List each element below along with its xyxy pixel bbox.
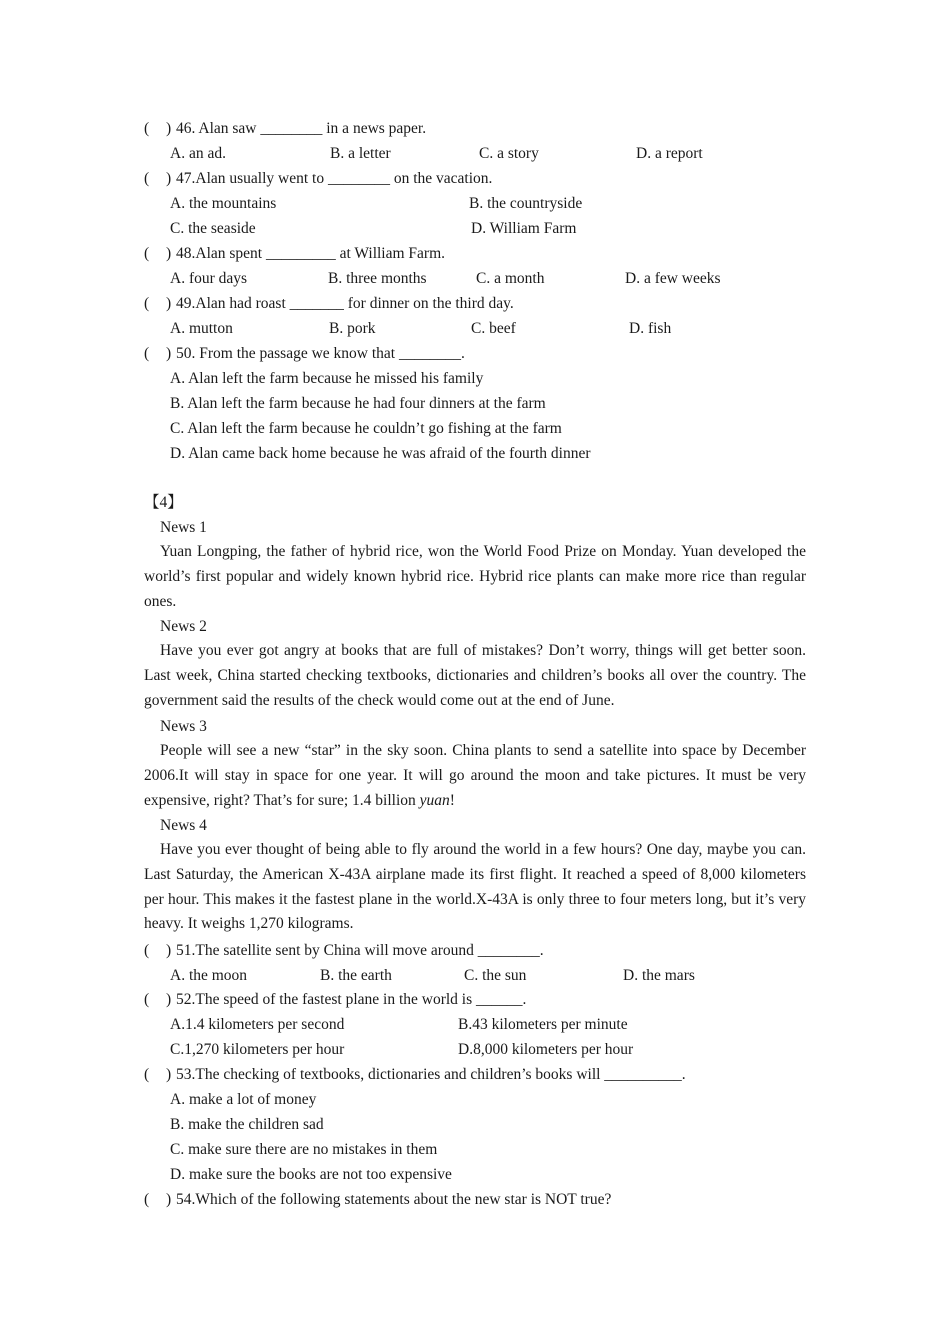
news-4-title: News 4 bbox=[160, 817, 207, 834]
answer-bracket-close: ) bbox=[166, 170, 172, 187]
news-1-title: News 1 bbox=[160, 519, 207, 536]
option-b: B. the earth bbox=[320, 967, 392, 984]
option-a: A. mutton bbox=[170, 320, 233, 337]
question-stem: 54.Which of the following statements about the new star is NOT true? bbox=[176, 1191, 612, 1208]
news-3-text-main: People will see a new “star” in the sky soon. China plants to send a satellite into space by December 2006.It will stay in space for one year. It will go around the moon and take pictures. It must be very expensive, right? That’s for sure; 1.4 billion bbox=[144, 742, 806, 809]
option-d: D. a report bbox=[636, 145, 703, 162]
answer-bracket-open: ( bbox=[144, 345, 150, 362]
news-2-text: Have you ever got angry at books that are full of mistakes? Don’t worry, things will get better soon. Last week, China started checking textbooks, dictionaries and children’s books all over the country. The government said the results of the check would come out at the end of June. bbox=[144, 642, 806, 709]
news-2-title: News 2 bbox=[160, 618, 207, 635]
question-stem: 47.Alan usually went to ________ on the vacation. bbox=[176, 170, 493, 187]
option-d: D. a few weeks bbox=[625, 270, 721, 287]
option-b: B. the countryside bbox=[469, 195, 583, 212]
option-c: C. a month bbox=[476, 270, 545, 287]
option-c: C. the sun bbox=[464, 967, 527, 984]
option-b: B. make the children sad bbox=[170, 1116, 324, 1133]
question-stem: 50. From the passage we know that ________. bbox=[176, 345, 465, 362]
question-stem: 46. Alan saw ________ in a news paper. bbox=[176, 120, 427, 137]
option-a: A. the mountains bbox=[170, 195, 277, 212]
option-a: A.1.4 kilometers per second bbox=[170, 1016, 345, 1033]
option-b: B. three months bbox=[328, 270, 427, 287]
option-c: C. beef bbox=[471, 320, 516, 337]
currency-word: yuan bbox=[419, 791, 450, 809]
answer-bracket-open: ( bbox=[144, 1066, 150, 1083]
option-d: D. Alan came back home because he was afraid of the fourth dinner bbox=[170, 445, 591, 462]
option-b: B. Alan left the farm because he had four dinners at the farm bbox=[170, 395, 546, 412]
news-1-text: Yuan Longping, the father of hybrid rice, won the World Food Prize on Monday. Yuan developed the world’s first popular and widely known hybrid rice. Hybrid rice plants can make more rice than regular ones. bbox=[144, 543, 806, 610]
option-d: D. fish bbox=[629, 320, 672, 337]
answer-bracket-open: ( bbox=[144, 120, 150, 137]
answer-bracket-close: ) bbox=[166, 942, 172, 959]
section-heading: 【4】 bbox=[144, 494, 183, 511]
answer-bracket-close: ) bbox=[166, 1191, 172, 1208]
option-a: A. the moon bbox=[170, 967, 248, 984]
question-stem: 49.Alan had roast _______ for dinner on the third day. bbox=[176, 295, 514, 312]
option-a: A. Alan left the farm because he missed his family bbox=[170, 370, 484, 387]
answer-bracket-open: ( bbox=[144, 245, 150, 262]
option-a: A. an ad. bbox=[170, 145, 226, 162]
option-d: D. the mars bbox=[623, 967, 695, 984]
answer-bracket-close: ) bbox=[166, 345, 172, 362]
answer-bracket-open: ( bbox=[144, 942, 150, 959]
answer-bracket-open: ( bbox=[144, 1191, 150, 1208]
answer-bracket-close: ) bbox=[166, 295, 172, 312]
option-c: C. make sure there are no mistakes in them bbox=[170, 1141, 438, 1158]
answer-bracket-close: ) bbox=[166, 991, 172, 1008]
option-b: B. a letter bbox=[330, 145, 391, 162]
option-a: A. make a lot of money bbox=[170, 1091, 317, 1108]
answer-bracket-close: ) bbox=[166, 1066, 172, 1083]
option-d: D. William Farm bbox=[471, 220, 577, 237]
answer-bracket-open: ( bbox=[144, 170, 150, 187]
option-c: C.1,270 kilometers per hour bbox=[170, 1041, 345, 1058]
option-d: D.8,000 kilometers per hour bbox=[458, 1041, 634, 1058]
answer-bracket-close: ) bbox=[166, 120, 172, 137]
question-stem: 53.The checking of textbooks, dictionaries and children’s books will __________. bbox=[176, 1066, 686, 1083]
option-d: D. make sure the books are not too expensive bbox=[170, 1166, 452, 1183]
news-3-text bbox=[144, 739, 806, 813]
option-c: C. the seaside bbox=[170, 220, 256, 237]
option-b: B. pork bbox=[329, 320, 376, 337]
news-4-text: Have you ever thought of being able to fly around the world in a few hours? One day, maybe you can. Last Saturday, the American X-43A airplane made its first flight. It reached a speed of 8,000 kilometers per hour. This makes it the fastest plane in the world.X-43A is only three to four meters long, but it’s very heavy. It weighs 1,270 kilograms. bbox=[144, 841, 806, 933]
question-stem: 52.The speed of the fastest plane in the world is ______. bbox=[176, 991, 527, 1008]
option-c: C. Alan left the farm because he couldn’t go fishing at the farm bbox=[170, 420, 562, 437]
option-a: A. four days bbox=[170, 270, 248, 287]
answer-bracket-open: ( bbox=[144, 991, 150, 1008]
news-3-text-end: ! bbox=[449, 791, 455, 809]
news-3-title: News 3 bbox=[160, 718, 207, 735]
answer-bracket-open: ( bbox=[144, 295, 150, 312]
question-stem: 51.The satellite sent by China will move around ________. bbox=[176, 942, 544, 959]
option-b: B.43 kilometers per minute bbox=[458, 1016, 628, 1033]
answer-bracket-close: ) bbox=[166, 245, 172, 262]
question-stem: 48.Alan spent _________ at William Farm. bbox=[176, 245, 446, 262]
option-c: C. a story bbox=[479, 145, 539, 162]
